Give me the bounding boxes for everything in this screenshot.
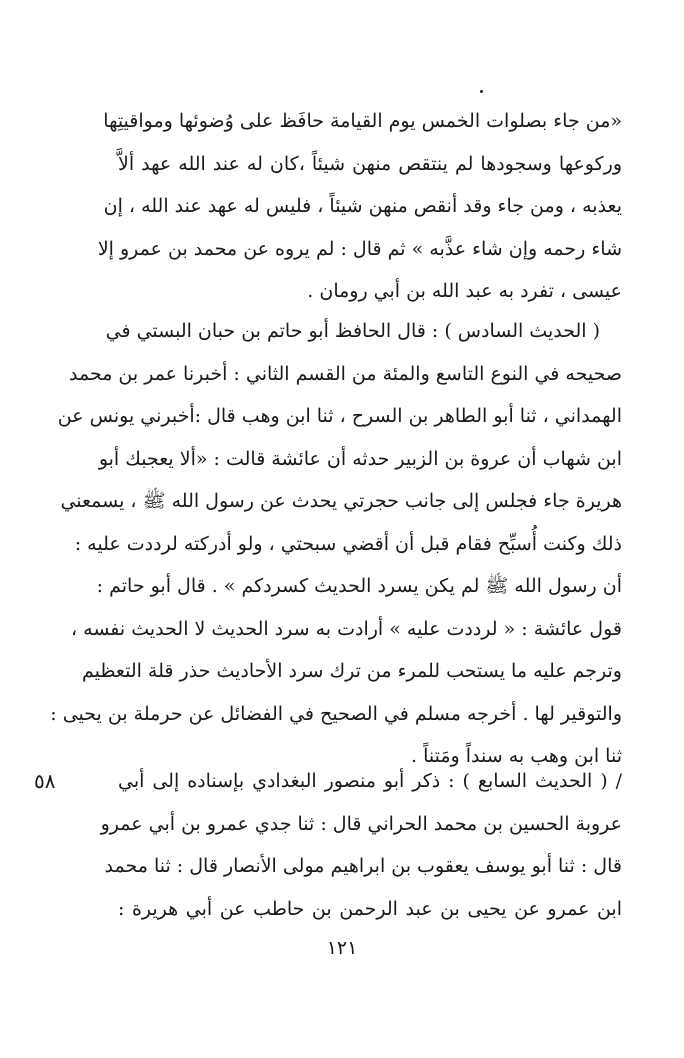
text-line: / ( الحديث السابع ) : ذكر أبو منصور البغدادي بإسناده إلى أبي [118, 770, 622, 792]
text-line: شاء رحمه وإن شاء عذَّبه » ثم قال : لم يروه عن محمد بن عمرو إلا [97, 237, 622, 260]
text-line: وترجم عليه ما يستحب للمرء من ترك سرد الأحاديث حذر قلة التعظيم [81, 660, 622, 682]
text-line: ثنا ابن وهب به سنداً ومَتناً . [411, 745, 622, 767]
text-line: وركوعها وسجودها لم ينتقص منهن شيئاً ،كان له عند الله عهد ألاَّ [118, 152, 622, 175]
page-number: ١٢١ [326, 937, 358, 959]
text-line: قال : ثنا أبو يوسف يعقوب بن ابراهيم مولى الأنصار قال : ثنا محمد [104, 855, 622, 877]
text-line: ( الحديث السادس ) : قال الحافظ أبو حاتم بن حبان البستي في [105, 320, 600, 342]
text-line: أن رسول الله ﷺ لم يكن يسرد الحديث كسردكم » . قال أبو حاتم : [96, 575, 622, 597]
text-line: ذلك وكنت أُسبِّح فقام قبل أن أقضي سبحتي ، ولو أدركته لرددت عليه : [74, 532, 622, 555]
text-line: ابن شهاب أن عروة بن الزبير حدثه أن عائشة قالت : «ألا يعجبك أبو [98, 447, 622, 470]
text-line: الهمداني ، ثنا أبو الطاهر بن السرح ، ثنا ابن وهب قال :أخبرني يونس عن [57, 405, 622, 427]
paragraph-1 [97, 100, 622, 313]
paragraph-2 [50, 310, 622, 778]
text-line: عيسى ، تفرد به عبد الله بن أبي رومان . [307, 280, 622, 302]
text-line: هريرة جاء فجلس إلى جانب حجرتي يحدث عن رسول الله ﷺ ، يسمعني [60, 490, 622, 512]
text-line: ابن عمرو عن يحيى بن عبد الرحمن بن حاطب عن أبي هريرة : [118, 897, 622, 920]
paragraph-3 [100, 760, 622, 930]
text-line: صحيحه في النوع التاسع والمئة من القسم الثاني : أخبرنا عمر بن محمد [68, 362, 622, 385]
text-line: قول عائشة : « لرددت عليه » أرادت به سرد الحديث لا الحديث نفسه ، [70, 617, 622, 640]
margin-page-reference: ٥٨ [34, 769, 56, 793]
text-line: «من جاء بصلوات الخمس يوم القيامة حافَظ على وُضوئها ومواقيتِها [103, 110, 622, 132]
ink-speck [480, 90, 483, 93]
text-line: والتوقير لها . أخرجه مسلم في الصحيح في الفضائل عن حرملة بن يحيى : [50, 702, 622, 725]
text-line: عروبة الحسين بن محمد الحراني قال : ثنا جدي عمرو بن أبي عمرو [100, 812, 622, 835]
text-line: يعذبه ، ومن جاء وقد أنقص منهن شيئاً ، فليس له عهد عند الله ، إن [103, 195, 622, 217]
